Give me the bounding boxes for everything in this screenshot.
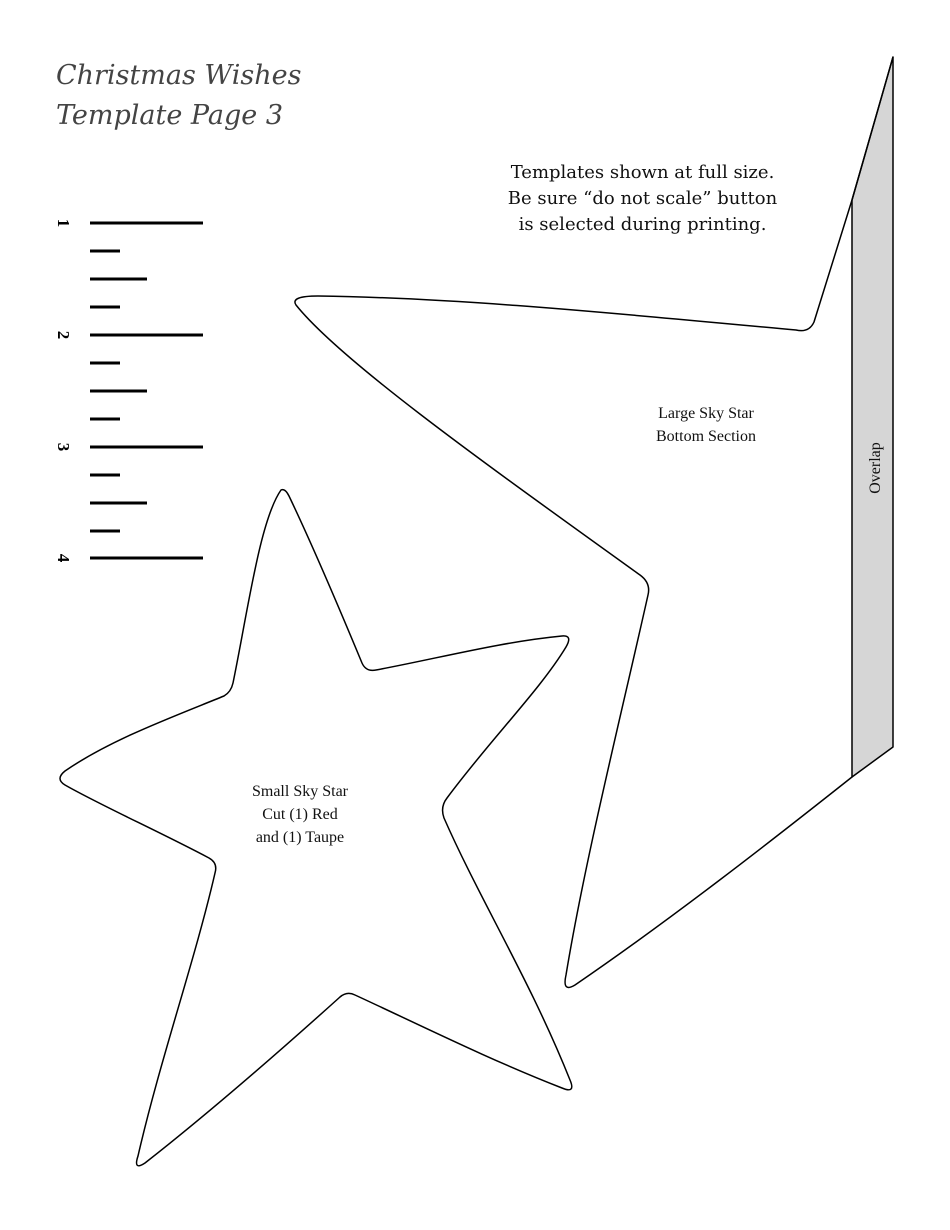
ruler-label-4: 4 — [54, 553, 74, 563]
ruler-label-3: 3 — [54, 442, 74, 452]
instruction-line-1: Templates shown at full size. — [510, 162, 775, 183]
large-star-label-2: Bottom Section — [656, 428, 756, 445]
instruction-line-3: is selected during printing. — [518, 214, 767, 235]
small-star-label-1: Small Sky Star — [251, 783, 349, 800]
small-star-outline — [60, 490, 572, 1166]
overlap-strip — [852, 57, 893, 777]
large-star-outline — [295, 57, 893, 987]
instruction-line-2: Be sure “do not scale” button — [507, 188, 778, 209]
ruler-label-2: 2 — [54, 330, 74, 340]
overlap-label: Overlap — [867, 442, 884, 494]
title-line-1: Christmas Wishes — [56, 60, 302, 91]
title-line-2: Template Page 3 — [56, 100, 283, 131]
large-star-label-1: Large Sky Star — [658, 405, 754, 422]
ruler-label-1: 1 — [54, 218, 74, 228]
ruler — [90, 223, 203, 558]
small-star-label-2: Cut (1) Red — [262, 806, 338, 823]
small-star-label-3: and (1) Taupe — [255, 829, 345, 846]
